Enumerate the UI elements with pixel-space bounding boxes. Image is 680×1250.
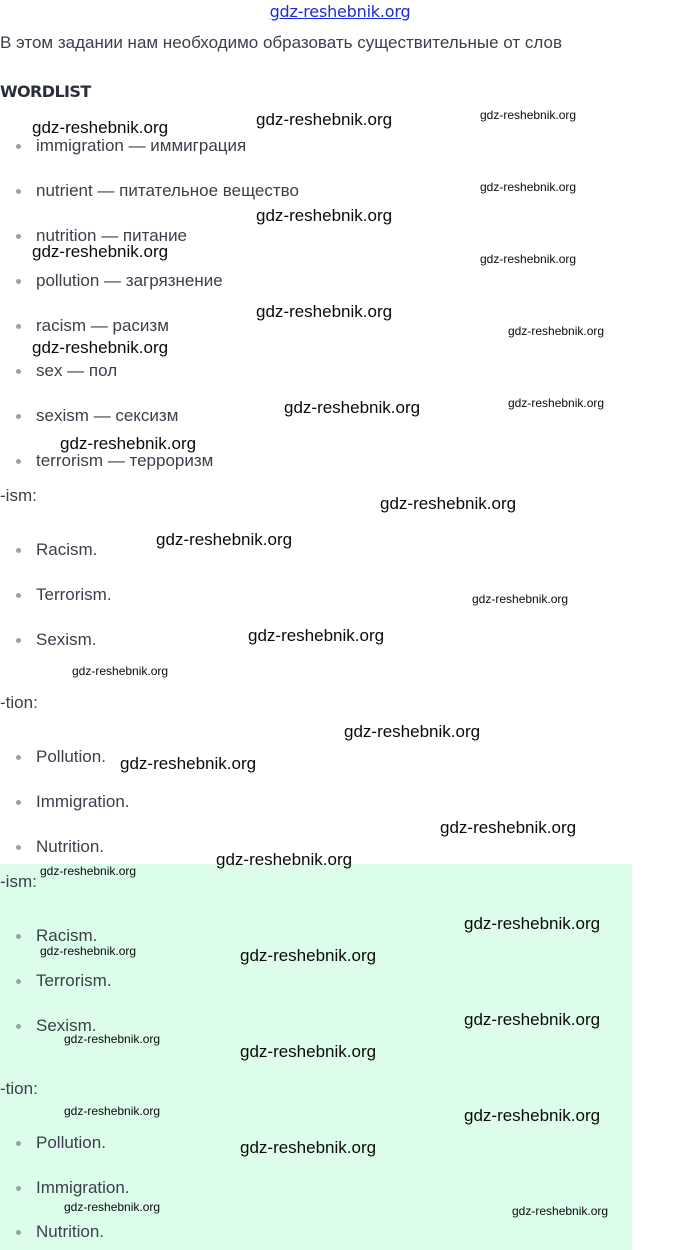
watermark: gdz-reshebnik.org [64, 1200, 161, 1214]
site-title-link[interactable]: gdz-reshebnik.org [269, 2, 411, 21]
watermark: gdz-reshebnik.org [248, 626, 385, 645]
bullet-icon [16, 189, 21, 194]
watermark: gdz-reshebnik.org [64, 1032, 161, 1046]
answer-list-item-text: Terrorism. [36, 971, 112, 990]
watermark: gdz-reshebnik.org [60, 434, 197, 453]
wordlist-item-text: sexism — сексизм [36, 406, 179, 425]
wordlist-item-text: nutrition — питание [36, 226, 188, 245]
bullet-icon [16, 845, 21, 850]
bullet-icon [16, 934, 21, 939]
wordlist-item-text: immigration — иммиграция [36, 136, 247, 155]
watermark: gdz-reshebnik.org [256, 302, 393, 321]
bullet-icon [16, 1024, 21, 1029]
watermark: gdz-reshebnik.org [256, 110, 393, 129]
list-item-text: Pollution. [36, 747, 106, 766]
bullet-icon [16, 1186, 21, 1191]
watermark: gdz-reshebnik.org [480, 180, 577, 194]
watermark: gdz-reshebnik.org [32, 338, 169, 357]
wordlist-heading: WORDLIST [0, 82, 91, 101]
watermark: gdz-reshebnik.org [508, 396, 605, 410]
bullet-icon [16, 324, 21, 329]
watermark: gdz-reshebnik.org [512, 1204, 609, 1218]
intro-overflow [0, 60, 260, 74]
bullet-icon [16, 593, 21, 598]
watermark: gdz-reshebnik.org [156, 530, 293, 549]
bullet-icon [16, 144, 21, 149]
list-item-text: Immigration. [36, 792, 130, 811]
answer-list-item-text: Nutrition. [36, 1222, 105, 1241]
answer-list-item-text: Sexism. [36, 1016, 97, 1035]
bullet-icon [16, 1141, 21, 1146]
section-label-ism: -ism: [0, 486, 37, 505]
watermark: gdz-reshebnik.org [240, 946, 377, 965]
wordlist-item-text: sex — пол [36, 361, 118, 380]
watermark: gdz-reshebnik.org [344, 722, 481, 741]
section-label-tion: -tion: [0, 693, 38, 712]
list-item-text: Sexism. [36, 630, 97, 649]
watermark: gdz-reshebnik.org [380, 494, 517, 513]
watermark: gdz-reshebnik.org [472, 592, 569, 606]
answer-section-label-tion: -tion: [0, 1079, 38, 1098]
watermark: gdz-reshebnik.org [464, 914, 601, 933]
wordlist-item-text: terrorism — терроризм [36, 451, 214, 470]
wordlist-item-text: pollution — загрязнение [36, 271, 223, 290]
bullet-icon [16, 369, 21, 374]
watermark: gdz-reshebnik.org [480, 108, 577, 122]
bullet-icon [16, 279, 21, 284]
list-item-text: Terrorism. [36, 585, 112, 604]
answer-section-label-ism: -ism: [0, 872, 37, 891]
watermark: gdz-reshebnik.org [464, 1106, 601, 1125]
bullet-icon [16, 548, 21, 553]
watermark: gdz-reshebnik.org [32, 118, 169, 137]
bullet-icon [16, 800, 21, 805]
bullet-icon [16, 1230, 21, 1235]
watermark: gdz-reshebnik.org [508, 324, 605, 338]
watermark: gdz-reshebnik.org [72, 664, 169, 678]
watermark: gdz-reshebnik.org [216, 850, 353, 869]
bullet-icon [16, 459, 21, 464]
watermark: gdz-reshebnik.org [464, 1010, 601, 1029]
watermark: gdz-reshebnik.org [240, 1138, 377, 1157]
watermark: gdz-reshebnik.org [32, 242, 169, 261]
bullet-icon [16, 755, 21, 760]
watermark: gdz-reshebnik.org [40, 944, 137, 958]
intro-text: В этом задании нам необходимо образовать существительные от слов [0, 33, 562, 52]
watermark: gdz-reshebnik.org [120, 754, 257, 773]
bullet-icon [16, 414, 21, 419]
bullet-icon [16, 638, 21, 643]
watermark: gdz-reshebnik.org [64, 1104, 161, 1118]
wordlist-item-text: nutrient — питательное вещество [36, 181, 299, 200]
answer-list-item-text: Immigration. [36, 1178, 130, 1197]
answer-list-item-text: Pollution. [36, 1133, 106, 1152]
list-item-text: Racism. [36, 540, 98, 559]
answer-list-item-text: Racism. [36, 926, 98, 945]
watermark: gdz-reshebnik.org [240, 1042, 377, 1061]
bullet-icon [16, 979, 21, 984]
watermark: gdz-reshebnik.org [480, 252, 577, 266]
wordlist-item-text: racism — расизм [36, 316, 169, 335]
watermark: gdz-reshebnik.org [440, 818, 577, 837]
watermark: gdz-reshebnik.org [40, 864, 137, 878]
watermark: gdz-reshebnik.org [256, 206, 393, 225]
bullet-icon [16, 234, 21, 239]
list-item-text: Nutrition. [36, 837, 105, 856]
watermark: gdz-reshebnik.org [284, 398, 421, 417]
